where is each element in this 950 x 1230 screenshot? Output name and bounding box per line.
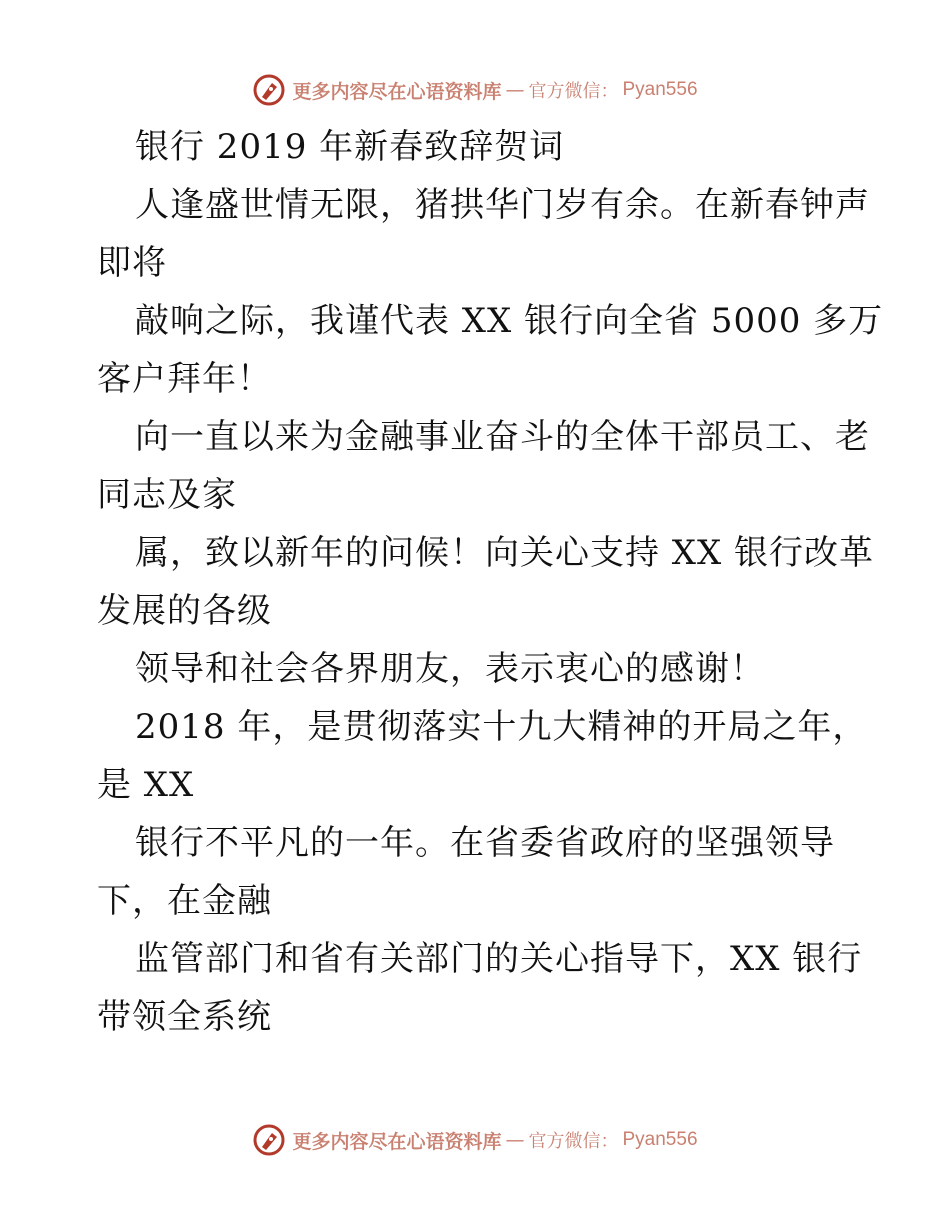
paragraph-line: 敲响之际，我谨代表 XX 银行向全省 5000 多万 <box>135 301 884 341</box>
header-wechat-id: Pyan556 <box>622 79 698 100</box>
paragraph-line: 银行不平凡的一年。在省委省政府的坚强领导 <box>135 823 835 863</box>
paragraph-line: 带领全系统 <box>97 997 272 1037</box>
paragraph-line: 人逢盛世情无限，猪拱华门岁有余。在新春钟声 <box>135 185 870 225</box>
header-brand-text: 更多内容尽在心语资料库 <box>292 80 502 103</box>
footer-wechat-label: 官方微信： <box>528 1131 619 1152</box>
document-body <box>97 118 884 1046</box>
paragraph-line: 2018 年，是贯彻落实十九大精神的开局之年， <box>135 707 868 747</box>
paragraph-line: 是 XX <box>97 765 195 805</box>
paragraph-line: 发展的各级 <box>97 591 272 631</box>
paragraph-line: 向一直以来为金融事业奋斗的全体干部员工、老 <box>135 417 870 457</box>
document-title: 银行 2019 年新春致辞贺词 <box>135 127 565 167</box>
paragraph-line: 监管部门和省有关部门的关心指导下，XX 银行 <box>135 939 863 979</box>
paragraph-line: 同志及家 <box>97 475 237 515</box>
footer-brand-text: 更多内容尽在心语资料库 <box>292 1130 502 1153</box>
footer-banner <box>0 1120 950 1160</box>
paragraph-line: 即将 <box>97 243 167 283</box>
paragraph-line: 下，在金融 <box>97 881 272 921</box>
header-separator: — <box>505 79 525 101</box>
pen-nib-logo-icon <box>252 1123 286 1157</box>
paragraph-line: 领导和社会各界朋友，表示衷心的感谢！ <box>135 649 765 689</box>
pen-nib-logo-icon <box>252 73 286 107</box>
paragraph-line: 属，致以新年的问候！向关心支持 XX 银行改革 <box>135 533 875 573</box>
header-banner <box>0 70 950 110</box>
footer-separator: — <box>505 1129 525 1151</box>
paragraph-line: 客户拜年！ <box>97 359 272 399</box>
header-wechat-label: 官方微信： <box>528 81 619 102</box>
footer-wechat-id: Pyan556 <box>622 1129 698 1150</box>
